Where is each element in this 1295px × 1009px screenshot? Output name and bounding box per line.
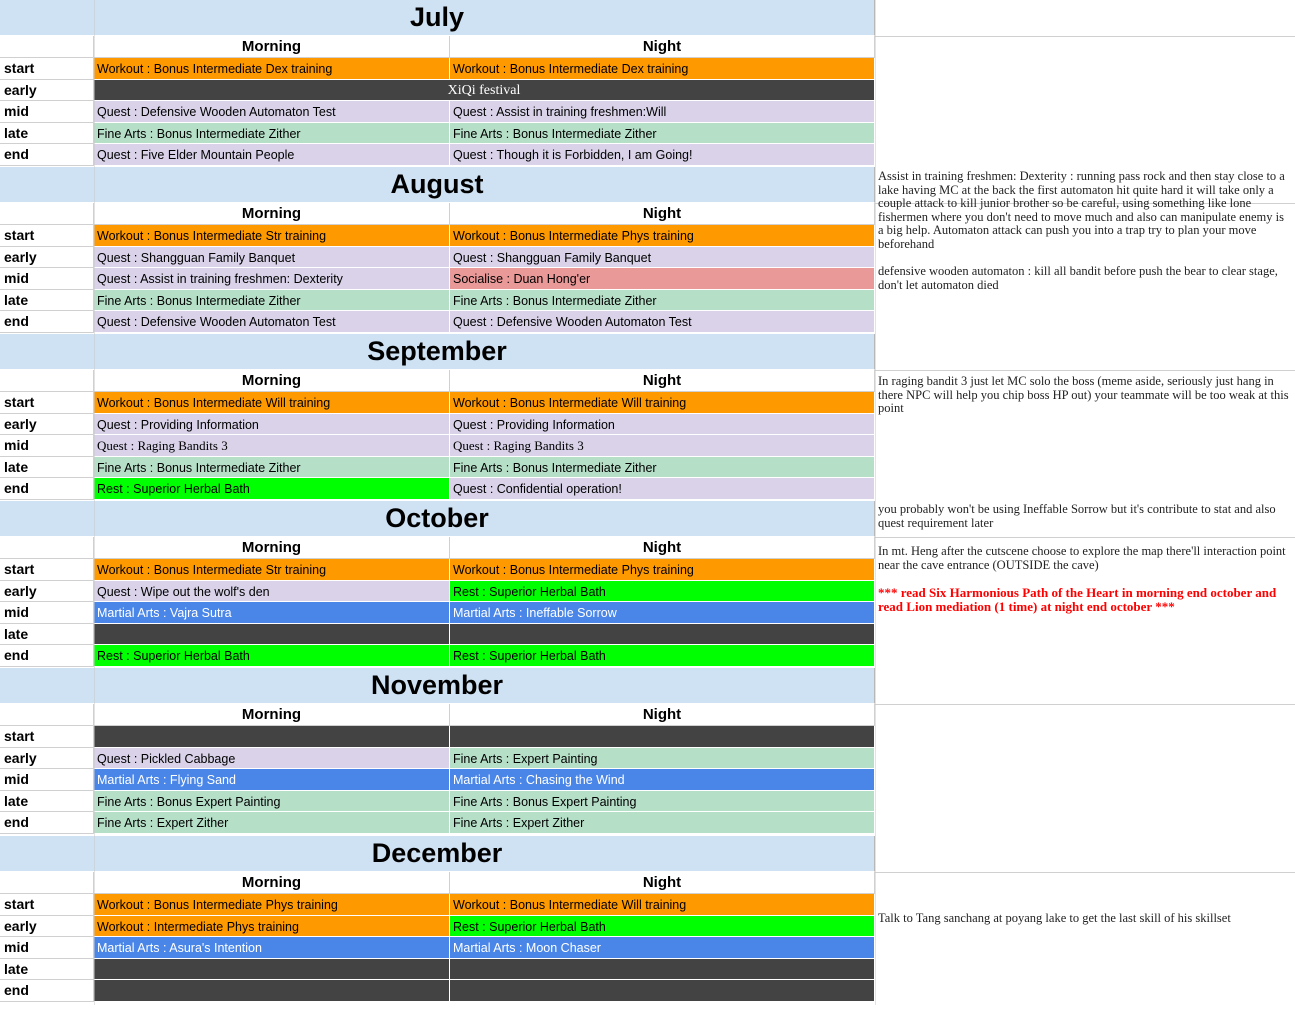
corner-cell xyxy=(0,872,94,894)
notes-row-divider xyxy=(875,704,1295,705)
phase-label-early: early xyxy=(0,916,94,937)
grid-line xyxy=(94,0,95,1005)
slot-night[interactable]: Fine Arts : Bonus Intermediate Zither xyxy=(450,123,875,144)
slot-morning[interactable]: Quest : Shangguan Family Banquet xyxy=(94,247,450,268)
slot-morning[interactable]: Quest : Assist in training freshmen: Dexterity xyxy=(94,268,450,290)
slot-night[interactable] xyxy=(450,624,875,645)
slot-night[interactable]: Martial Arts : Moon Chaser xyxy=(450,937,875,959)
slot-night[interactable]: Fine Arts : Bonus Intermediate Zither xyxy=(450,457,875,478)
night-header: Night xyxy=(450,537,875,559)
slot-morning[interactable]: Rest : Superior Herbal Bath xyxy=(94,478,450,500)
phase-label-late: late xyxy=(0,959,94,980)
notes-row-divider xyxy=(875,36,1295,37)
notes-row-divider xyxy=(875,872,1295,873)
month-header-august: August xyxy=(0,167,875,203)
slot-morning[interactable]: Martial Arts : Flying Sand xyxy=(94,769,450,791)
slot-morning[interactable]: Workout : Bonus Intermediate Dex training xyxy=(94,58,450,80)
grid-line xyxy=(875,0,876,1005)
night-header: Night xyxy=(450,872,875,894)
corner-cell xyxy=(0,203,94,225)
slot-night[interactable]: Fine Arts : Expert Zither xyxy=(450,812,875,834)
slot-morning[interactable]: Quest : Defensive Wooden Automaton Test xyxy=(94,311,450,333)
slot-night[interactable]: Martial Arts : Chasing the Wind xyxy=(450,769,875,791)
slot-morning[interactable]: Fine Arts : Bonus Intermediate Zither xyxy=(94,457,450,478)
slot-night[interactable]: Fine Arts : Bonus Expert Painting xyxy=(450,791,875,812)
phase-label-early: early xyxy=(0,581,94,602)
phase-label-early: early xyxy=(0,247,94,268)
automaton-note: defensive wooden automaton : kill all bandit before push the bear to clear stage, don't let automaton died xyxy=(878,264,1278,292)
phase-label-early: early xyxy=(0,80,94,101)
assist-dexterity-note: Assist in training freshmen: Dexterity : running pass rock and then stay close to a lake having MC at the back the first automaton hit quite hard it will take only a couple attack to kill junior brother so be careful, using something like lone fishermen where you don't need to move much and also can manipulate enemy is a big help. Automaton attack can push you into a trap try to plan your move beforehand xyxy=(878,169,1285,251)
slot-morning[interactable]: Fine Arts : Bonus Expert Painting xyxy=(94,791,450,812)
slot-night[interactable]: Socialise : Duan Hong'er xyxy=(450,268,875,290)
slot-night[interactable]: Workout : Bonus Intermediate Phys training xyxy=(450,225,875,247)
morning-header: Morning xyxy=(94,370,450,392)
slot-night[interactable]: Rest : Superior Herbal Bath xyxy=(450,581,875,602)
slot-night[interactable]: Quest : Raging Bandits 3 xyxy=(450,435,875,457)
phase-label-start: start xyxy=(0,559,94,581)
phase-label-mid: mid xyxy=(0,769,94,791)
slot-night[interactable] xyxy=(450,980,875,1002)
phase-label-late: late xyxy=(0,624,94,645)
phase-label-early: early xyxy=(0,414,94,435)
notes-row-divider xyxy=(875,370,1295,371)
slot-night[interactable]: Workout : Bonus Intermediate Will training xyxy=(450,392,875,414)
raging-bandit-note: In raging bandit 3 just let MC solo the boss (meme aside, seriously just hang in there NPC will help you chip boss HP out) your teammate will be too weak at this point xyxy=(878,374,1289,415)
phase-label-start: start xyxy=(0,225,94,247)
slot-morning[interactable]: Quest : Defensive Wooden Automaton Test xyxy=(94,101,450,123)
month-header-october: October xyxy=(0,501,875,537)
slot-morning[interactable]: Quest : Pickled Cabbage xyxy=(94,748,450,769)
slot-morning[interactable]: Quest : Raging Bandits 3 xyxy=(94,435,450,457)
morning-header: Morning xyxy=(94,704,450,726)
phase-label-mid: mid xyxy=(0,435,94,457)
month-header-november: November xyxy=(0,668,875,704)
phase-label-end: end xyxy=(0,645,94,667)
slot-morning[interactable]: Workout : Bonus Intermediate Str training xyxy=(94,559,450,581)
slot-morning[interactable]: Fine Arts : Bonus Intermediate Zither xyxy=(94,123,450,144)
phase-label-mid: mid xyxy=(0,602,94,624)
ineffable-sorrow-note: you probably won't be using Ineffable Sorrow but it's contribute to stat and also quest requirement later xyxy=(878,502,1276,530)
phase-label-mid: mid xyxy=(0,268,94,290)
slot-morning[interactable]: Quest : Five Elder Mountain People xyxy=(94,144,450,166)
slot-night[interactable] xyxy=(450,726,875,748)
slot-night[interactable]: Martial Arts : Ineffable Sorrow xyxy=(450,602,875,624)
slot-night[interactable]: Workout : Bonus Intermediate Phys training xyxy=(450,559,875,581)
phase-label-late: late xyxy=(0,457,94,478)
phase-label-end: end xyxy=(0,812,94,834)
morning-header: Morning xyxy=(94,36,450,58)
phase-label-mid: mid xyxy=(0,937,94,959)
morning-header: Morning xyxy=(94,872,450,894)
slot-morning[interactable]: Workout : Intermediate Phys training xyxy=(94,916,450,937)
slot-night[interactable]: Fine Arts : Expert Painting xyxy=(450,748,875,769)
slot-morning[interactable]: Workout : Bonus Intermediate Will training xyxy=(94,392,450,414)
slot-morning[interactable]: Fine Arts : Expert Zither xyxy=(94,812,450,834)
month-header-july: July xyxy=(0,0,875,36)
slot-night[interactable]: Workout : Bonus Intermediate Will training xyxy=(450,894,875,916)
slot-morning[interactable]: Rest : Superior Herbal Bath xyxy=(94,645,450,667)
slot-night[interactable]: Fine Arts : Bonus Intermediate Zither xyxy=(450,290,875,311)
slot-morning[interactable] xyxy=(94,624,450,645)
slot-night[interactable]: Quest : Shangguan Family Banquet xyxy=(450,247,875,268)
slot-morning[interactable] xyxy=(94,959,450,980)
slot-night[interactable]: Quest : Confidential operation! xyxy=(450,478,875,500)
slot-night[interactable]: Quest : Defensive Wooden Automaton Test xyxy=(450,311,875,333)
slot-night[interactable]: Rest : Superior Herbal Bath xyxy=(450,916,875,937)
slot-night[interactable]: Rest : Superior Herbal Bath xyxy=(450,645,875,667)
slot-morning[interactable]: Martial Arts : Vajra Sutra xyxy=(94,602,450,624)
phase-label-late: late xyxy=(0,290,94,311)
night-header: Night xyxy=(450,370,875,392)
phase-label-end: end xyxy=(0,311,94,333)
slot-morning[interactable] xyxy=(94,980,450,1002)
phase-label-end: end xyxy=(0,144,94,166)
morning-header: Morning xyxy=(94,537,450,559)
month-header-september: September xyxy=(0,334,875,370)
tang-sanchang-note: Talk to Tang sanchang at poyang lake to get the last skill of his skillset xyxy=(878,911,1231,925)
phase-label-start: start xyxy=(0,726,94,748)
phase-label-start: start xyxy=(0,392,94,414)
slot-night[interactable]: Quest : Providing Information xyxy=(450,414,875,435)
night-header: Night xyxy=(450,203,875,225)
month-header-december: December xyxy=(0,836,875,872)
slot-morning[interactable]: Quest : Wipe out the wolf's den xyxy=(94,581,450,602)
phase-label-late: late xyxy=(0,791,94,812)
phase-label-early: early xyxy=(0,748,94,769)
morning-header: Morning xyxy=(94,203,450,225)
slot-span-event[interactable]: XiQi festival xyxy=(94,80,875,101)
slot-morning[interactable]: Quest : Providing Information xyxy=(94,414,450,435)
corner-cell xyxy=(0,36,94,58)
phase-label-late: late xyxy=(0,123,94,144)
night-header: Night xyxy=(450,704,875,726)
slot-night[interactable]: Workout : Bonus Intermediate Dex training xyxy=(450,58,875,80)
night-header: Night xyxy=(450,36,875,58)
slot-morning[interactable]: Martial Arts : Asura's Intention xyxy=(94,937,450,959)
slot-morning[interactable]: Workout : Bonus Intermediate Phys training xyxy=(94,894,450,916)
mt-heng-note: In mt. Heng after the cutscene choose to explore the map there'll interaction point near the cave entrance (OUTSIDE the cave) xyxy=(878,544,1286,572)
phase-label-start: start xyxy=(0,58,94,80)
slot-night[interactable]: Quest : Though it is Forbidden, I am Going! xyxy=(450,144,875,166)
slot-morning[interactable]: Workout : Bonus Intermediate Str training xyxy=(94,225,450,247)
corner-cell xyxy=(0,537,94,559)
corner-cell xyxy=(0,370,94,392)
corner-cell xyxy=(0,704,94,726)
phase-label-start: start xyxy=(0,894,94,916)
notes-row-divider xyxy=(875,537,1295,538)
slot-morning[interactable]: Fine Arts : Bonus Intermediate Zither xyxy=(94,290,450,311)
slot-night[interactable] xyxy=(450,959,875,980)
slot-night[interactable]: Quest : Assist in training freshmen:Will xyxy=(450,101,875,123)
phase-label-end: end xyxy=(0,980,94,1002)
slot-morning[interactable] xyxy=(94,726,450,748)
read-books-note: *** read Six Harmonious Path of the Heart in morning end october and read Lion mediation (1 time) at night end october *** xyxy=(878,585,1277,614)
phase-label-mid: mid xyxy=(0,101,94,123)
phase-label-end: end xyxy=(0,478,94,500)
